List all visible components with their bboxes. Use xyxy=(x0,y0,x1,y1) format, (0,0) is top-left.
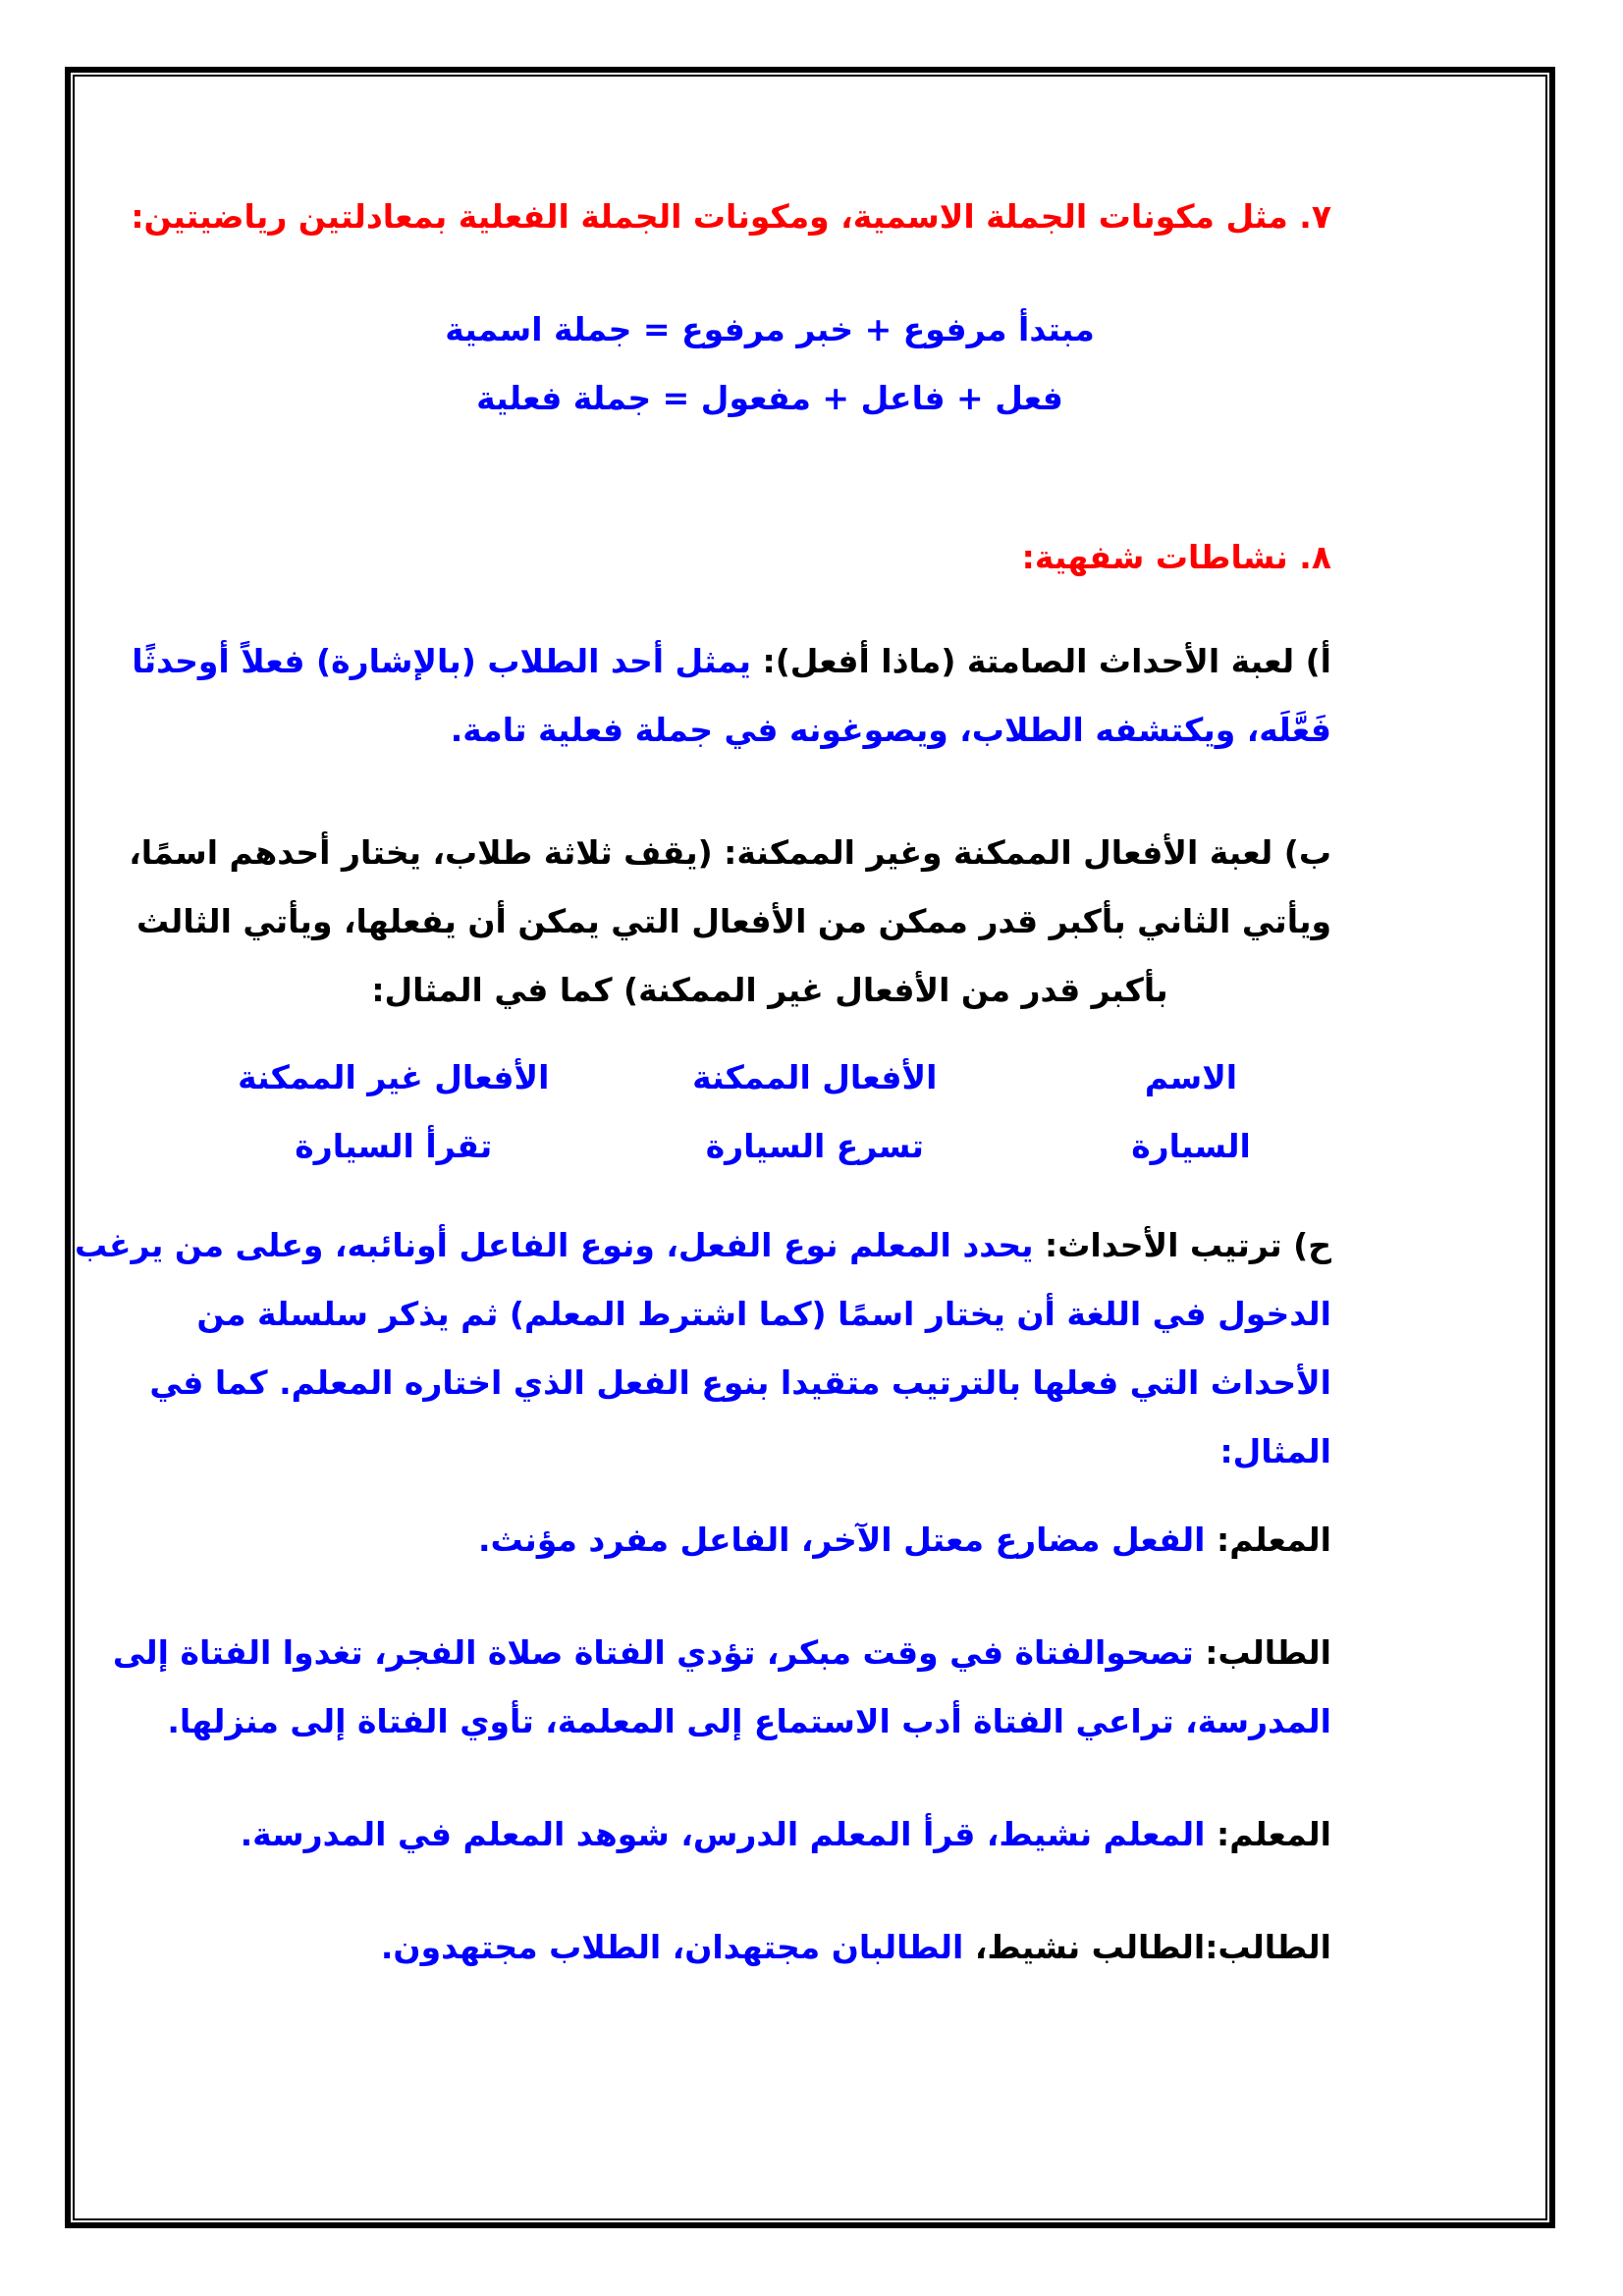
dialogue-student-1-label: الطالب: xyxy=(1205,1633,1331,1672)
table-header-possible-verbs: الأفعال الممكنة xyxy=(692,1058,938,1096)
heading-8: ٨. نشاطات شفهية: xyxy=(1021,538,1331,576)
table-cell-impossible-verb: تقرأ السيارة xyxy=(295,1127,493,1165)
table-header-name: الاسم xyxy=(1144,1058,1238,1096)
dialogue-student-1 xyxy=(112,1619,1331,1756)
page-border-frame xyxy=(65,67,1555,2228)
dialogue-student-1-line-1 xyxy=(112,1619,1331,1687)
dialogue-teacher-2-label: المعلم: xyxy=(1217,1815,1331,1853)
item-h-line-4: المثال: xyxy=(1219,1432,1331,1470)
dialogue-student-2-label: الطالب: xyxy=(1205,1928,1331,1966)
example-table-row xyxy=(208,1112,1331,1181)
item-h-line-1 xyxy=(75,1211,1331,1280)
dialogue-teacher-1-text: الفعل مضارع معتل الآخر، الفاعل مفرد مؤنث. xyxy=(477,1521,1206,1559)
dialogue-student-1-text-2: المدرسة، تراعي الفتاة أدب الاستماع إلى المعلمة، تأوي الفتاة إلى منزلها. xyxy=(167,1702,1331,1740)
dialogue-student-1-text-1: تصحوالفتاة في وقت مبكر، تؤدي الفتاة صلاة الفجر، تغدوا الفتاة إلى xyxy=(112,1633,1194,1672)
page-content xyxy=(71,73,1549,2222)
dialogue-student-2-blue-text: الطالبان مجتهدان، الطلاب مجتهدون. xyxy=(380,1928,964,1966)
item-b-line-3: بأكبر قدر من الأفعال غير الممكنة) كما في المثال: xyxy=(371,971,1168,1009)
item-h-intro: ح) ترتيب الأحداث: xyxy=(1045,1226,1331,1264)
dialogue-teacher-2-line-1 xyxy=(208,1800,1331,1869)
example-table-header-row xyxy=(208,1043,1331,1112)
equation-nominal-sentence: مبتدأ مرفوع + خبر مرفوع = جملة اسمية xyxy=(445,310,1095,348)
item-b xyxy=(129,819,1331,1025)
item-a xyxy=(132,627,1331,765)
item-h-line-3: الأحداث التي فعلها بالترتيب متقيدا بنوع الفعل الذي اختاره المعلم. كما في xyxy=(149,1363,1331,1402)
dialogue-teacher-2-text: المعلم نشيط، قرأ المعلم الدرس، شوهد المعلم في المدرسة. xyxy=(240,1815,1206,1853)
dialogue-teacher-1 xyxy=(208,1506,1331,1575)
dialogue-teacher-2 xyxy=(208,1800,1331,1869)
example-table xyxy=(208,1043,1331,1181)
heading-7: ٧. مثل مكونات الجملة الاسمية، ومكونات الجملة الفعلية بمعادلتين رياضيتين: xyxy=(131,197,1331,236)
table-cell-name: السيارة xyxy=(1131,1127,1251,1165)
item-a-intro: أ) لعبة الأحداث الصامتة (ماذا أفعل): xyxy=(762,642,1331,680)
item-h-line-2: الدخول في اللغة أن يختار اسمًا (كما اشترط المعلم) ثم يذكر سلسلة من xyxy=(196,1295,1331,1333)
dialogue-teacher-1-label: المعلم: xyxy=(1217,1521,1331,1559)
item-a-text-1: يمثل أحد الطلاب (بالإشارة) فعلاً أوحدثًا xyxy=(132,642,751,680)
table-header-impossible-verbs: الأفعال غير الممكنة xyxy=(238,1058,550,1096)
item-b-line-2: ويأتي الثاني بأكبر قدر ممكن من الأفعال التي يمكن أن يفعلها، ويأتي الثالث xyxy=(136,902,1331,940)
item-b-line-1: ب) لعبة الأفعال الممكنة وغير الممكنة: (يقف ثلاثة طلاب، يختار أحدهم اسمًا، xyxy=(129,833,1331,872)
item-a-line-1 xyxy=(132,627,1331,696)
item-a-line-2: فَعَّلَه، ويكتشفه الطلاب، ويصوغونه في جملة فعلية تامة. xyxy=(450,711,1331,749)
dialogue-student-2-line-1 xyxy=(208,1913,1331,1982)
table-cell-possible-verb: تسرع السيارة xyxy=(705,1127,924,1165)
dialogue-teacher-1-line-1 xyxy=(208,1506,1331,1575)
item-h xyxy=(75,1211,1331,1486)
dialogue-student-2-black-text: الطالب نشيط، xyxy=(974,1928,1206,1966)
equations-block xyxy=(208,295,1331,433)
item-h-text-1: يحدد المعلم نوع الفعل، ونوع الفاعل أونائبه، وعلى من يرغب xyxy=(75,1226,1034,1264)
equation-verbal-sentence: فعل + فاعل + مفعول = جملة فعلية xyxy=(476,379,1063,417)
dialogue-student-2 xyxy=(208,1913,1331,1982)
